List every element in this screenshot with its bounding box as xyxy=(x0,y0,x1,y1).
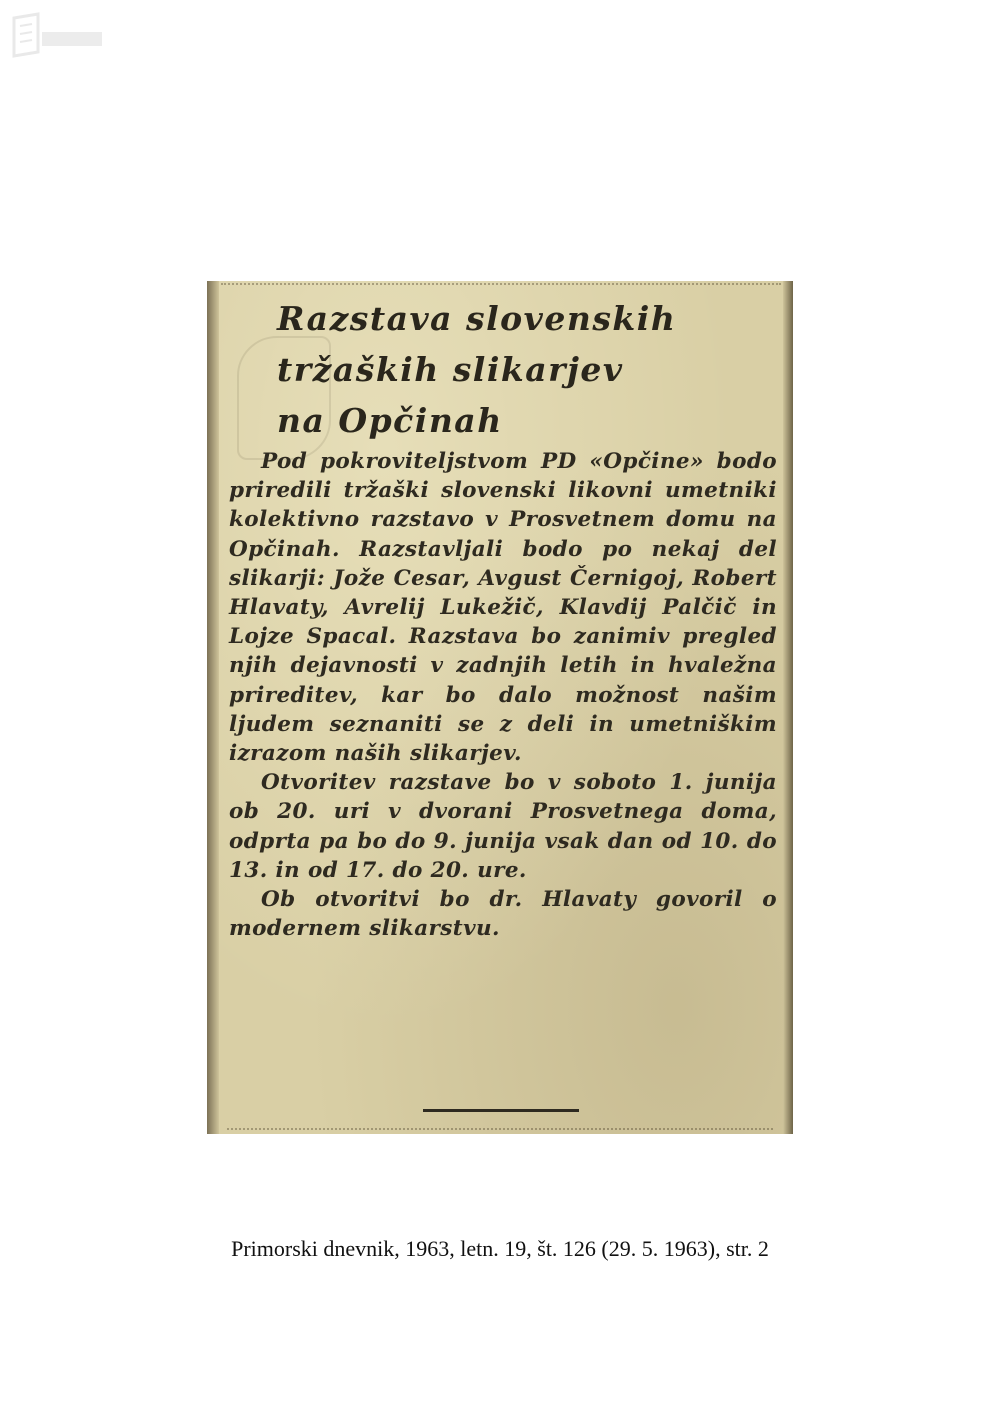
headline-line: tržaških slikarjev xyxy=(277,350,624,389)
watermark-logo-icon xyxy=(10,12,110,60)
clipping-edge-left xyxy=(207,281,219,1134)
headline-line: Razstava slovenskih xyxy=(277,299,677,338)
article-headline xyxy=(277,293,757,446)
article-body xyxy=(229,447,777,943)
article-paragraph: Otvoritev razstave bo v soboto 1. junija ob 20. uri v dvorani Prosvetnega doma, odprta pa bo do 9. junija vsak dan od 10. do 13. in od 17. do 20. ure. xyxy=(229,770,777,883)
bleed-through-bottom xyxy=(227,1118,773,1130)
clipping-edge-right xyxy=(783,281,793,1134)
source-caption: Primorski dnevnik, 1963, letn. 19, št. 126 (29. 5. 1963), str. 2 xyxy=(231,1236,769,1261)
newspaper-clipping xyxy=(207,281,793,1134)
article-paragraph: Pod pokroviteljstvom PD «Opčine» bodo priredili tržaški slovenski likovni umetniki kolektivno razstavo v Prosvetnem domu na Opčinah. Razstavljali bodo po nekaj del slikarji: Jože Cesar, Avgust Černigoj, Robert Hlavaty, Avrelij Lukežič, Klavdij Palčič in Lojze Spacal. Razstava bo zanimiv pregled njih dejavnosti v zadnjih letih in hvaležna prireditev, kar bo dalo možnost našim ljudem seznaniti se z deli in umetniškim izrazom naših slikarjev. xyxy=(229,449,777,767)
headline-line: na Opčinah xyxy=(277,401,503,440)
end-of-article-rule xyxy=(423,1109,579,1112)
article-paragraph: Ob otvoritvi bo dr. Hlavaty govoril o modernem slikarstvu. xyxy=(229,887,777,942)
